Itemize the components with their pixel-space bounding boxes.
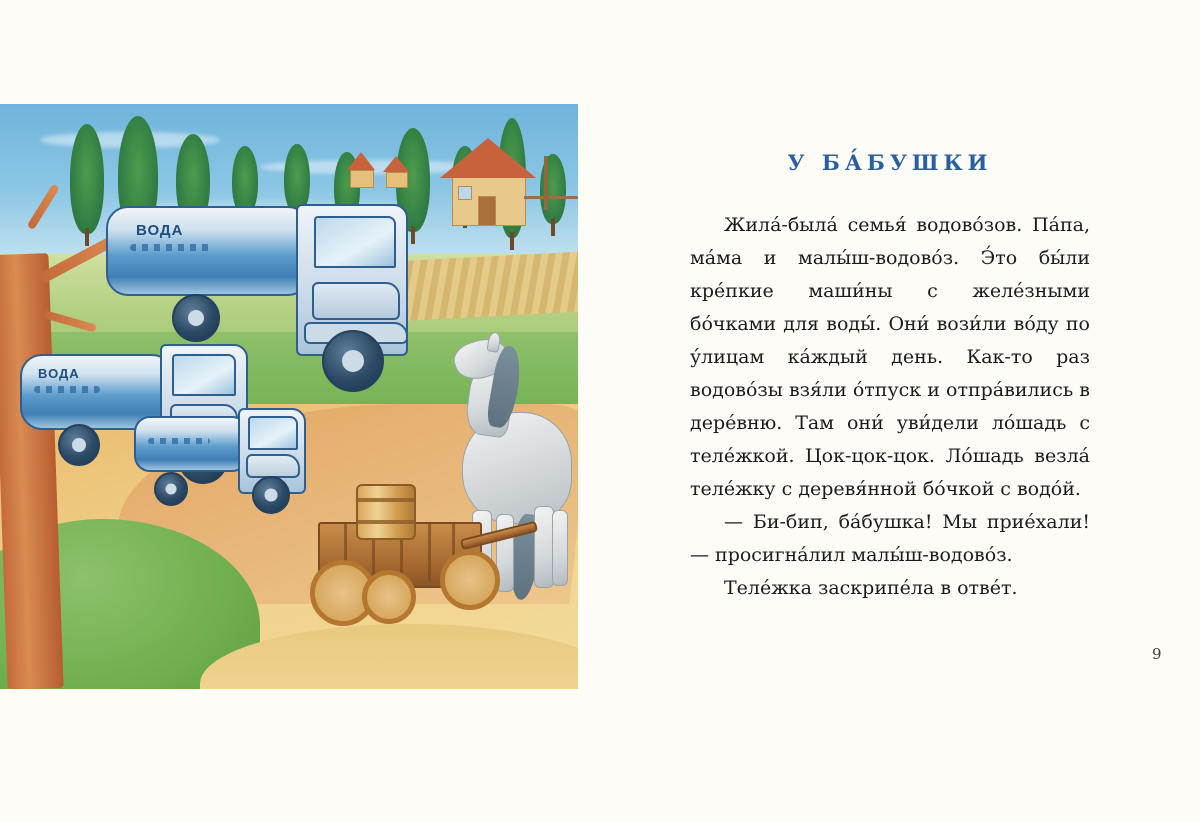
wheel-hub: [72, 438, 86, 452]
story-title: У БА́БУШКИ: [787, 150, 993, 175]
barrel-band: [358, 520, 414, 524]
story-illustration: [0, 104, 578, 689]
tank-label-voda: ВОДА: [136, 222, 184, 239]
cab-windshield: [314, 216, 396, 268]
water-wave-decal: [34, 386, 100, 393]
cab-grille: [246, 454, 300, 478]
water-wave-decal: [148, 438, 210, 444]
cart-slat: [428, 524, 431, 582]
farmhouse-roof: [440, 138, 536, 178]
story-paragraph: — Би-бип, ба́бушка! Мы прие́хали! — просигна́лил малы́ш-водово́з.: [690, 511, 1090, 566]
tanker-tank: [134, 416, 248, 472]
fence: [524, 196, 578, 199]
cab-windshield: [172, 354, 236, 396]
horse-leg: [534, 506, 554, 588]
wheel-hub: [265, 489, 278, 502]
wheel-hub: [166, 484, 177, 495]
cab-grille: [312, 282, 400, 320]
water-wave-decal: [130, 244, 210, 251]
cab-windshield: [248, 416, 298, 450]
cart-wheel: [362, 570, 416, 624]
house-roof: [383, 156, 409, 172]
water-barrel: [356, 484, 416, 540]
house-roof: [347, 152, 375, 170]
truck-wheel: [58, 424, 100, 466]
tree: [70, 124, 104, 234]
tree-trunk: [510, 232, 514, 250]
utility-pole: [544, 156, 548, 210]
tree-trunk: [85, 228, 89, 246]
tanker-tank: [106, 206, 310, 296]
story-paragraph: Жила́-была́ семья́ водово́зов. Па́па, ма́ма и малы́ш-водово́з. Э́то бы́ли кре́пкие маши́ны с желе́зными бо́чками для воды́. Они́ вози́ли во́ду по у́лицам ка́ждый день. Как-то раз водово́зы взя́ли о́тпуск и отпра́вились в дере́вню. Там они́ уви́дели ло́шадь с теле́жкой. Цок-цок-цок. Ло́шадь везла́ теле́жку с деревя́нной бо́чкой с водо́й.: [690, 214, 1090, 500]
truck-wheel: [322, 330, 384, 392]
wheel-hub: [342, 350, 364, 372]
barrel-band: [358, 498, 414, 502]
story-paragraph: Теле́жка заскрипе́ла в отве́т.: [724, 577, 1018, 599]
horse-leg: [552, 510, 568, 586]
farmhouse-door: [478, 196, 496, 226]
truck-wheel: [252, 476, 290, 514]
truck-wheel: [154, 472, 188, 506]
tank-label-voda: ВОДА: [38, 366, 80, 381]
text-column: [690, 150, 1090, 605]
horse-cart: [300, 484, 520, 654]
page-number: 9: [1152, 645, 1162, 663]
tree-trunk: [551, 218, 555, 236]
cart-wheel: [440, 550, 500, 610]
